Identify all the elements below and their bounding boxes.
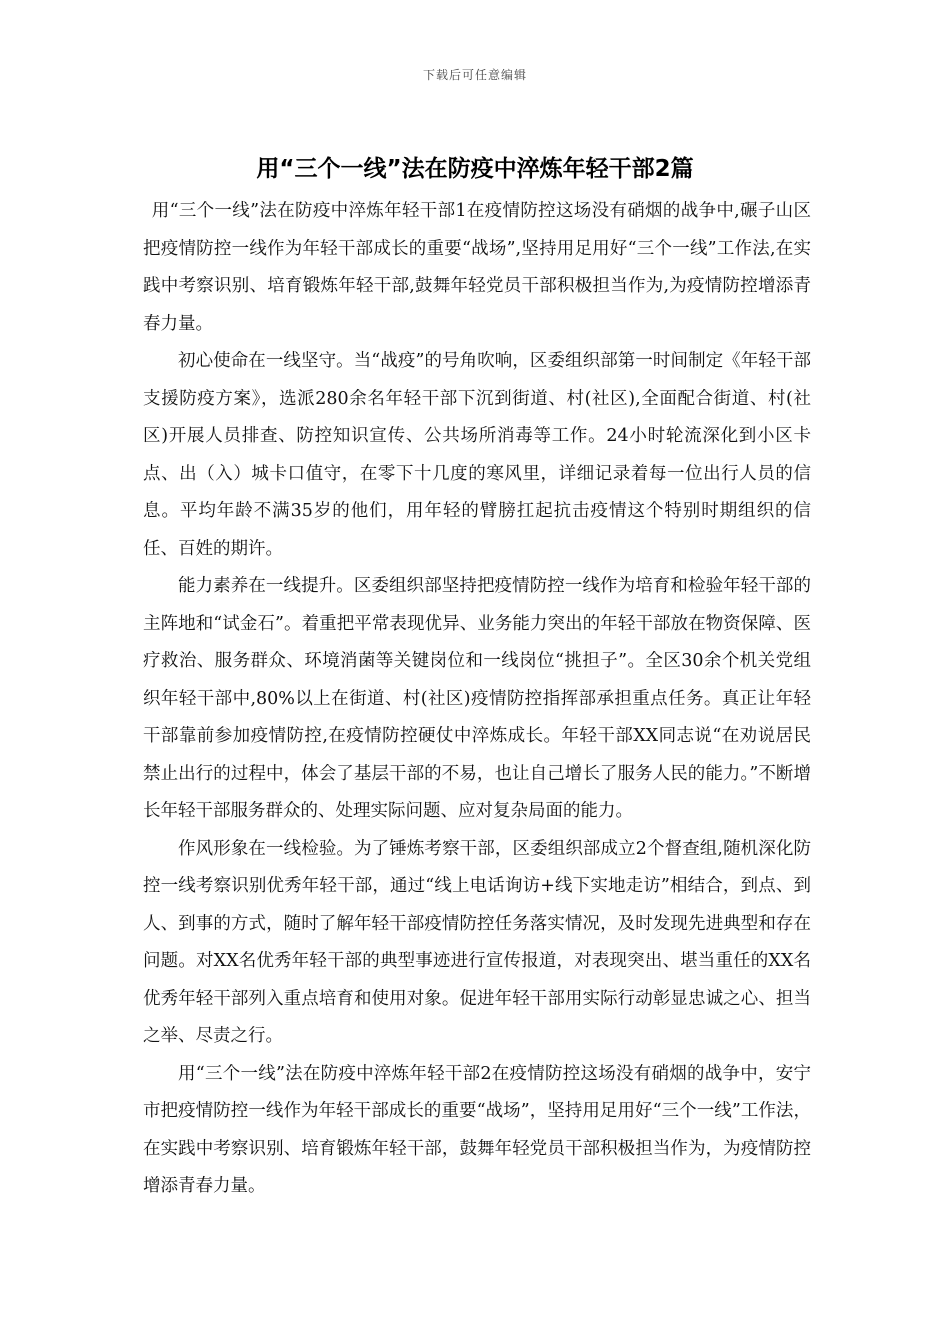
paragraph: 用“三个一线”法在防疫中淬炼年轻干部1在疫情防控这场没有硝烟的战争中,碾子山区把疫情防控一线作为年轻干部成长的重要“战场”,坚持用足用好“三个一线”工作法,在实践中考察识别、培育锻炼年轻干部,鼓舞年轻党员干部积极担当作为,为疫情防控增添青春力量。: [143, 201, 811, 334]
paragraph: 用“三个一线”法在防疫中淬炼年轻干部2在疫情防控这场没有硝烟的战争中，安宁市把疫情防控一线作为年轻干部成长的重要“战场”，坚持用足用好“三个一线”工作法，在实践中考察识别、培育锻炼年轻干部，鼓舞年轻党员干部积极担当作为，为疫情防控增添青春力量。: [143, 1063, 811, 1196]
paragraph: 初心使命在一线坚守。当“战疫”的号角吹响，区委组织部第一时间制定《年轻干部支援防疫方案》，选派280余名年轻干部下沉到街道、村(社区),全面配合街道、村(社区)开展人员排查、防控知识宣传、公共场所消毒等工作。24小时轮流深化到小区卡点、出（入）城卡口值守，在零下十几度的寒风里，详细记录着每一位出行人员的信息。平均年龄不满35岁的他们，用年轻的臂膀扛起抗击疫情这个特别时期组织的信任、百姓的期许。: [143, 351, 811, 559]
paragraph: 能力素养在一线提升。区委组织部坚持把疫情防控一线作为培育和检验年轻干部的主阵地和“试金石”。着重把平常表现优异、业务能力突出的年轻干部放在物资保障、医疗救治、服务群众、环境消菌等关键岗位和一线岗位“挑担子”。全区30余个机关党组织年轻干部中,80%以上在街道、村(社区)疫情防控指挥部承担重点任务。真正让年轻干部靠前参加疫情防控,在疫情防控硬仗中淬炼成长。年轻干部XX同志说“在劝说居民禁止出行的过程中，体会了基层干部的不易，也让自己增长了服务人民的能力。”不断增长年轻干部服务群众的、处理实际问题、应对复杂局面的能力。: [143, 576, 811, 821]
header-note: 下载后可任意编辑: [422, 68, 527, 82]
document-body: [143, 193, 811, 1206]
document-title: 用“三个一线”法在防疫中淬炼年轻干部2篇: [256, 156, 694, 182]
paragraph: 作风形象在一线检验。为了锤炼考察干部，区委组织部成立2个督查组,随机深化防控一线考察识别优秀年轻干部，通过“线上电话询访+线下实地走访”相结合，到点、到人、到事的方式，随时了解年轻干部疫情防控任务落实情况，及时发现先进典型和存在问题。对XX名优秀年轻干部的典型事迹进行宣传报道，对表现突出、堪当重任的XX名优秀年轻干部列入重点培育和使用对象。促进年轻干部用实际行动彰显忠诚之心、担当之举、尽责之行。: [143, 838, 811, 1046]
